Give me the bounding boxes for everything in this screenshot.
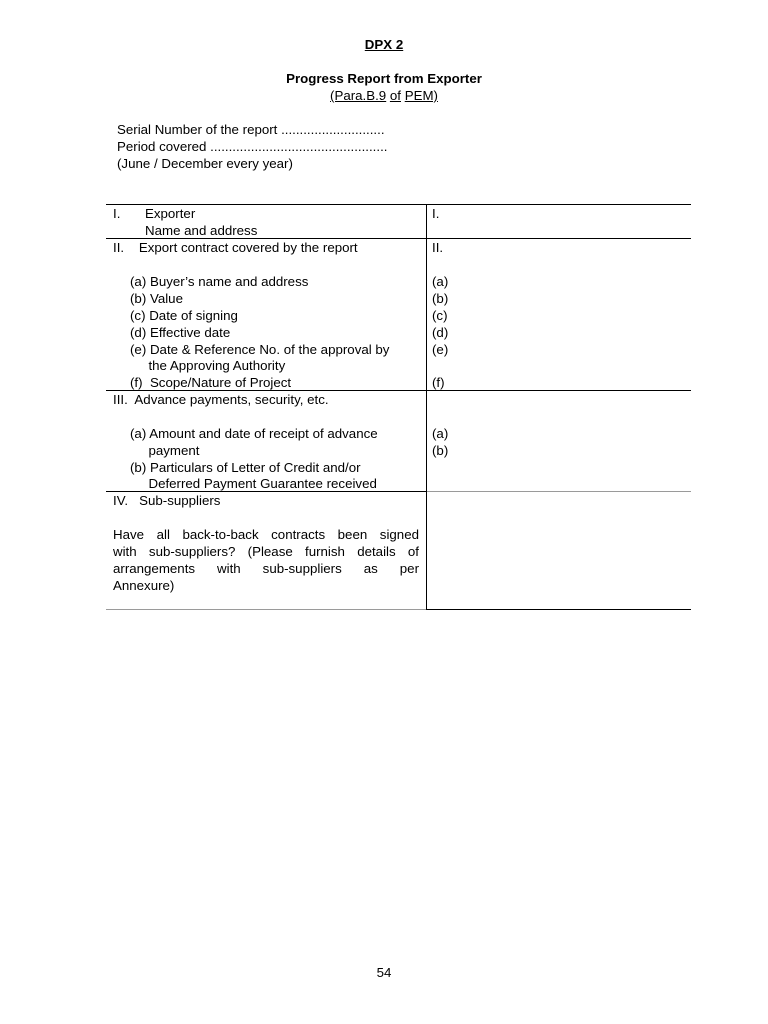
section-2-item: (f) Scope/Nature of Project [130, 375, 292, 390]
serial-number-line: Serial Number of the report ............................ [117, 122, 385, 137]
section-3-answer-item: (b) [432, 443, 449, 458]
table-bottom-left [106, 609, 426, 610]
section-1-number: I. [113, 206, 121, 221]
reference-of: of [389, 88, 401, 103]
section-2-item: the Approving Authority [130, 358, 286, 373]
section-2-answer-item: (d) [432, 325, 449, 340]
period-covered-line: Period covered ................................................ [117, 139, 388, 154]
section-1-answer-label: I. [432, 206, 440, 221]
table-bottom-right [426, 609, 691, 610]
section-2-item: (b) Value [130, 291, 183, 306]
section-3-item: (a) Amount and date of receipt of advance [130, 426, 378, 441]
section-4-title: IV. Sub-suppliers [113, 493, 221, 508]
period-note: (June / December every year) [117, 156, 293, 171]
section-3-item: payment [130, 443, 200, 458]
section-3-item: (b) Particulars of Letter of Credit and/or [130, 460, 361, 475]
section-2-item: (c) Date of signing [130, 308, 238, 323]
section-1-subtitle: Name and address [145, 223, 258, 238]
section-2-title: II. Export contract covered by the report [113, 240, 358, 255]
section-3-title: III. Advance payments, security, etc. [113, 392, 329, 407]
section-2-answer-item: (a) [432, 274, 449, 289]
form-code: DPX 2 [364, 37, 404, 52]
section-3-answer-item: (a) [432, 426, 449, 441]
section-2-answer-item: (c) [432, 308, 448, 323]
section-2-answer-label: II. [432, 240, 444, 255]
page-number: 54 [376, 965, 392, 980]
section-2-item: (d) Effective date [130, 325, 231, 340]
section-2-answer-item: (b) [432, 291, 449, 306]
section-3-item: Deferred Payment Guarantee received [130, 476, 377, 491]
section-4-question-line: Annexure) [113, 578, 175, 593]
form-title: Progress Report from Exporter [286, 71, 482, 86]
section-2-item: (e) Date & Reference No. of the approval by [130, 342, 390, 357]
reference-para: (Para.B.9 [330, 88, 387, 103]
section-4-question-line: Have all back-to-back contracts been signed [113, 527, 419, 542]
reference-pem: PEM) [404, 88, 438, 103]
row-divider-3-right [426, 491, 691, 492]
section-4-question-line: arrangements with sub-suppliers as per [113, 561, 419, 576]
section-2-item: (a) Buyer’s name and address [130, 274, 309, 289]
column-divider [426, 204, 427, 609]
section-2-answer-item: (f) [432, 375, 445, 390]
section-2-answer-item: (e) [432, 342, 449, 357]
section-1-title: Exporter [145, 206, 196, 221]
section-4-question-line: with sub-suppliers? (Please furnish details of [113, 544, 419, 559]
form-reference [0, 87, 768, 104]
